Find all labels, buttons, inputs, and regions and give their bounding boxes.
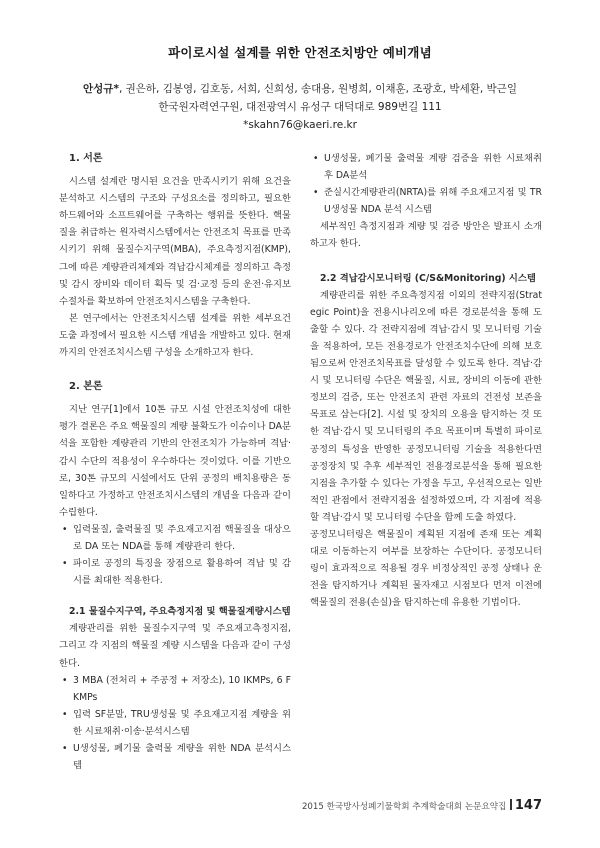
right-column [310,150,542,611]
paper-title: 파이로시설 설계를 위한 안전조치방안 예비개념 [168,45,432,60]
left-column [59,150,291,774]
bullet-list [59,521,291,589]
list-item: • U생성물, 폐기물 출력물 계량 검증을 위한 시료채취 후 DA분석 [313,153,542,182]
list-item: • 파이로 공정의 특징을 장점으로 활용하여 격납 및 감시를 최대한 적용한다. [62,558,291,587]
author-list [0,80,600,98]
paragraph: 세부적인 측정지점과 계량 및 검증 방안은 발표시 소개하고자 한다. [310,221,542,250]
coauthors: , 권은하, 김봉영, 김호동, 서희, 신희성, 송대용, 원병희, 이채훈, 조광호, 박세환, 박근일 [118,83,517,95]
section-heading-body: 2. 본론 [69,381,103,393]
lead-author: 안성규 [83,83,114,95]
paragraph: 시스템 설계란 명시된 요건을 만족시키기 위해 요건을 분석하고 시스템의 구조와 구성요소를 정의하고, 필요한 하드웨어와 소프트웨어를 구축하는 행위를 뜻한다. 핵물질을 취급하는 원자력시스템에서는 안전조치 목표를 만족시키기 위해 물질수지구역(MBA), 주요측정지점(KMP), 그에 따른 계량관리체계와 격납감시체계를 정의하고 측정 및 감시 장비와 데이터 획득 및 검·교정 등의 운전·유지보수절차를 확보하여 안전조치시스템을 구축한다. [59,176,291,307]
affiliation: 한국원자력연구원, 대전광역시 유성구 대덕대로 989번길 111 [158,101,442,113]
list-item: • U생성물, 폐기물 출력물 계량을 위한 NDA 분석시스템 [62,743,291,772]
paragraph: 계량관리를 위한 물질수지구역 및 주요재고측정지점, 그리고 각 지점의 핵물질 계량 시스템을 다음과 같이 구성한다. [59,623,291,669]
section-heading-introduction: 1. 서론 [69,153,103,164]
subsection-heading-2-2: 2.2 격납감시모니터링 (C/S&Monitoring) 시스템 [320,272,536,284]
author-block [0,80,600,134]
page-footer [302,798,542,813]
footer-divider [510,799,512,810]
email: *skahn76@kaeri.re.kr [243,119,357,131]
list-item: • 준실시간계량관리(NRTA)를 위해 주요재고지점 및 TRU생성물 NDA 분석 시스템 [313,187,542,216]
conference-name: 2015 한국방사성폐기물학회 추계학술대회 논문요약집 [301,802,507,812]
list-item: • 3 MBA (전처리 + 주공정 + 저장소), 10 IKMPs, 6 FKMPs [62,674,291,703]
paragraph: 계량관리를 위한 주요측정지점 이외의 전략지점(Strategic Point)을 전용시나리오에 따른 경로분석을 통해 도출할 수 있다. 각 전략지점에 격납·감시 및 모니터링 기술을 적용하여, 모든 전용경로가 안전조치수단에 의해 보호됨으로써 안전조치목표를 달성할 수 있도록 한다. 격납·감시 및 모니터링 수단은 핵물질, 시료, 장비의 이동에 관한 정보의 검증, 또는 안전조치 관련 자료의 건전성 보존을 목표로 삼는다[2]. 시설 및 장치의 오용을 탐지하는 것 또한 격납·감시 및 모니터링의 주요 목표이며 특별히 파이로 공정의 특성을 반영한 공정모니터링 기술을 적용한다면 공정장치 및 추후 세부적인 전용경로분석을 통해 필요한 지점을 추가할 수 있다는 가정을 두고, 우선적으로는 일반적인 관점에서 전략지점을 설정하였으며, 각 지점에 적용할 격납·감시 및 모니터링 수단을 함께 도출 하였다. [310,289,542,523]
page-number: 147 [514,798,542,813]
paragraph: 공정모니터링은 핵물질이 계획된 지점에 존재 또는 계획대로 이동하는지 여부를 보장하는 수단이다. 공정모니터링이 효과적으로 적용될 경우 비정상적인 공정 상태나 운전을 탐지하거나 계획된 물자재고 시점보다 먼저 이전에 핵물질의 전용(손실)을 탐지하는데 유용한 기법이다. [310,528,542,609]
paragraph: 지난 연구[1]에서 10톤 규모 시설 안전조치성에 대한 평가 결론은 주요 핵물질의 계량 불확도가 이슈이나 DA분석을 포함한 계량관리 기반의 안전조치가 가능하며 격납·감시 수단의 적용성이 우수하다는 것이었다. 이를 기반으로, 30톤 규모의 시설에서도 단위 공정의 배치용량은 동일하다고 가정하고 안전조치시스템의 개념을 다음과 같이 수립한다. [59,404,291,518]
subsection-heading-2-1: 2.1 물질수지구역, 주요측정지점 및 핵물질계량시스템 [69,606,291,618]
bullet-list [59,672,291,775]
bullet-list [310,150,542,218]
list-item: • 입력물질, 출력물질 및 주요재고지점 핵물질을 대상으로 DA 또는 NDA를 통해 계량관리 한다. [62,523,291,552]
list-item: • 입력 SF분말, TRU생성물 및 주요재고지점 계량을 위한 시료채취·이송·분석시스템 [62,708,291,737]
corresponding-mark: * [113,83,119,95]
paragraph: 본 연구에서는 안전조치시스템 설계를 위한 세부요건 도출 과정에서 필요한 시스템 개념을 개발하고 있다. 현재까지의 안전조치시스템 구성을 소개하고자 한다. [59,312,291,359]
